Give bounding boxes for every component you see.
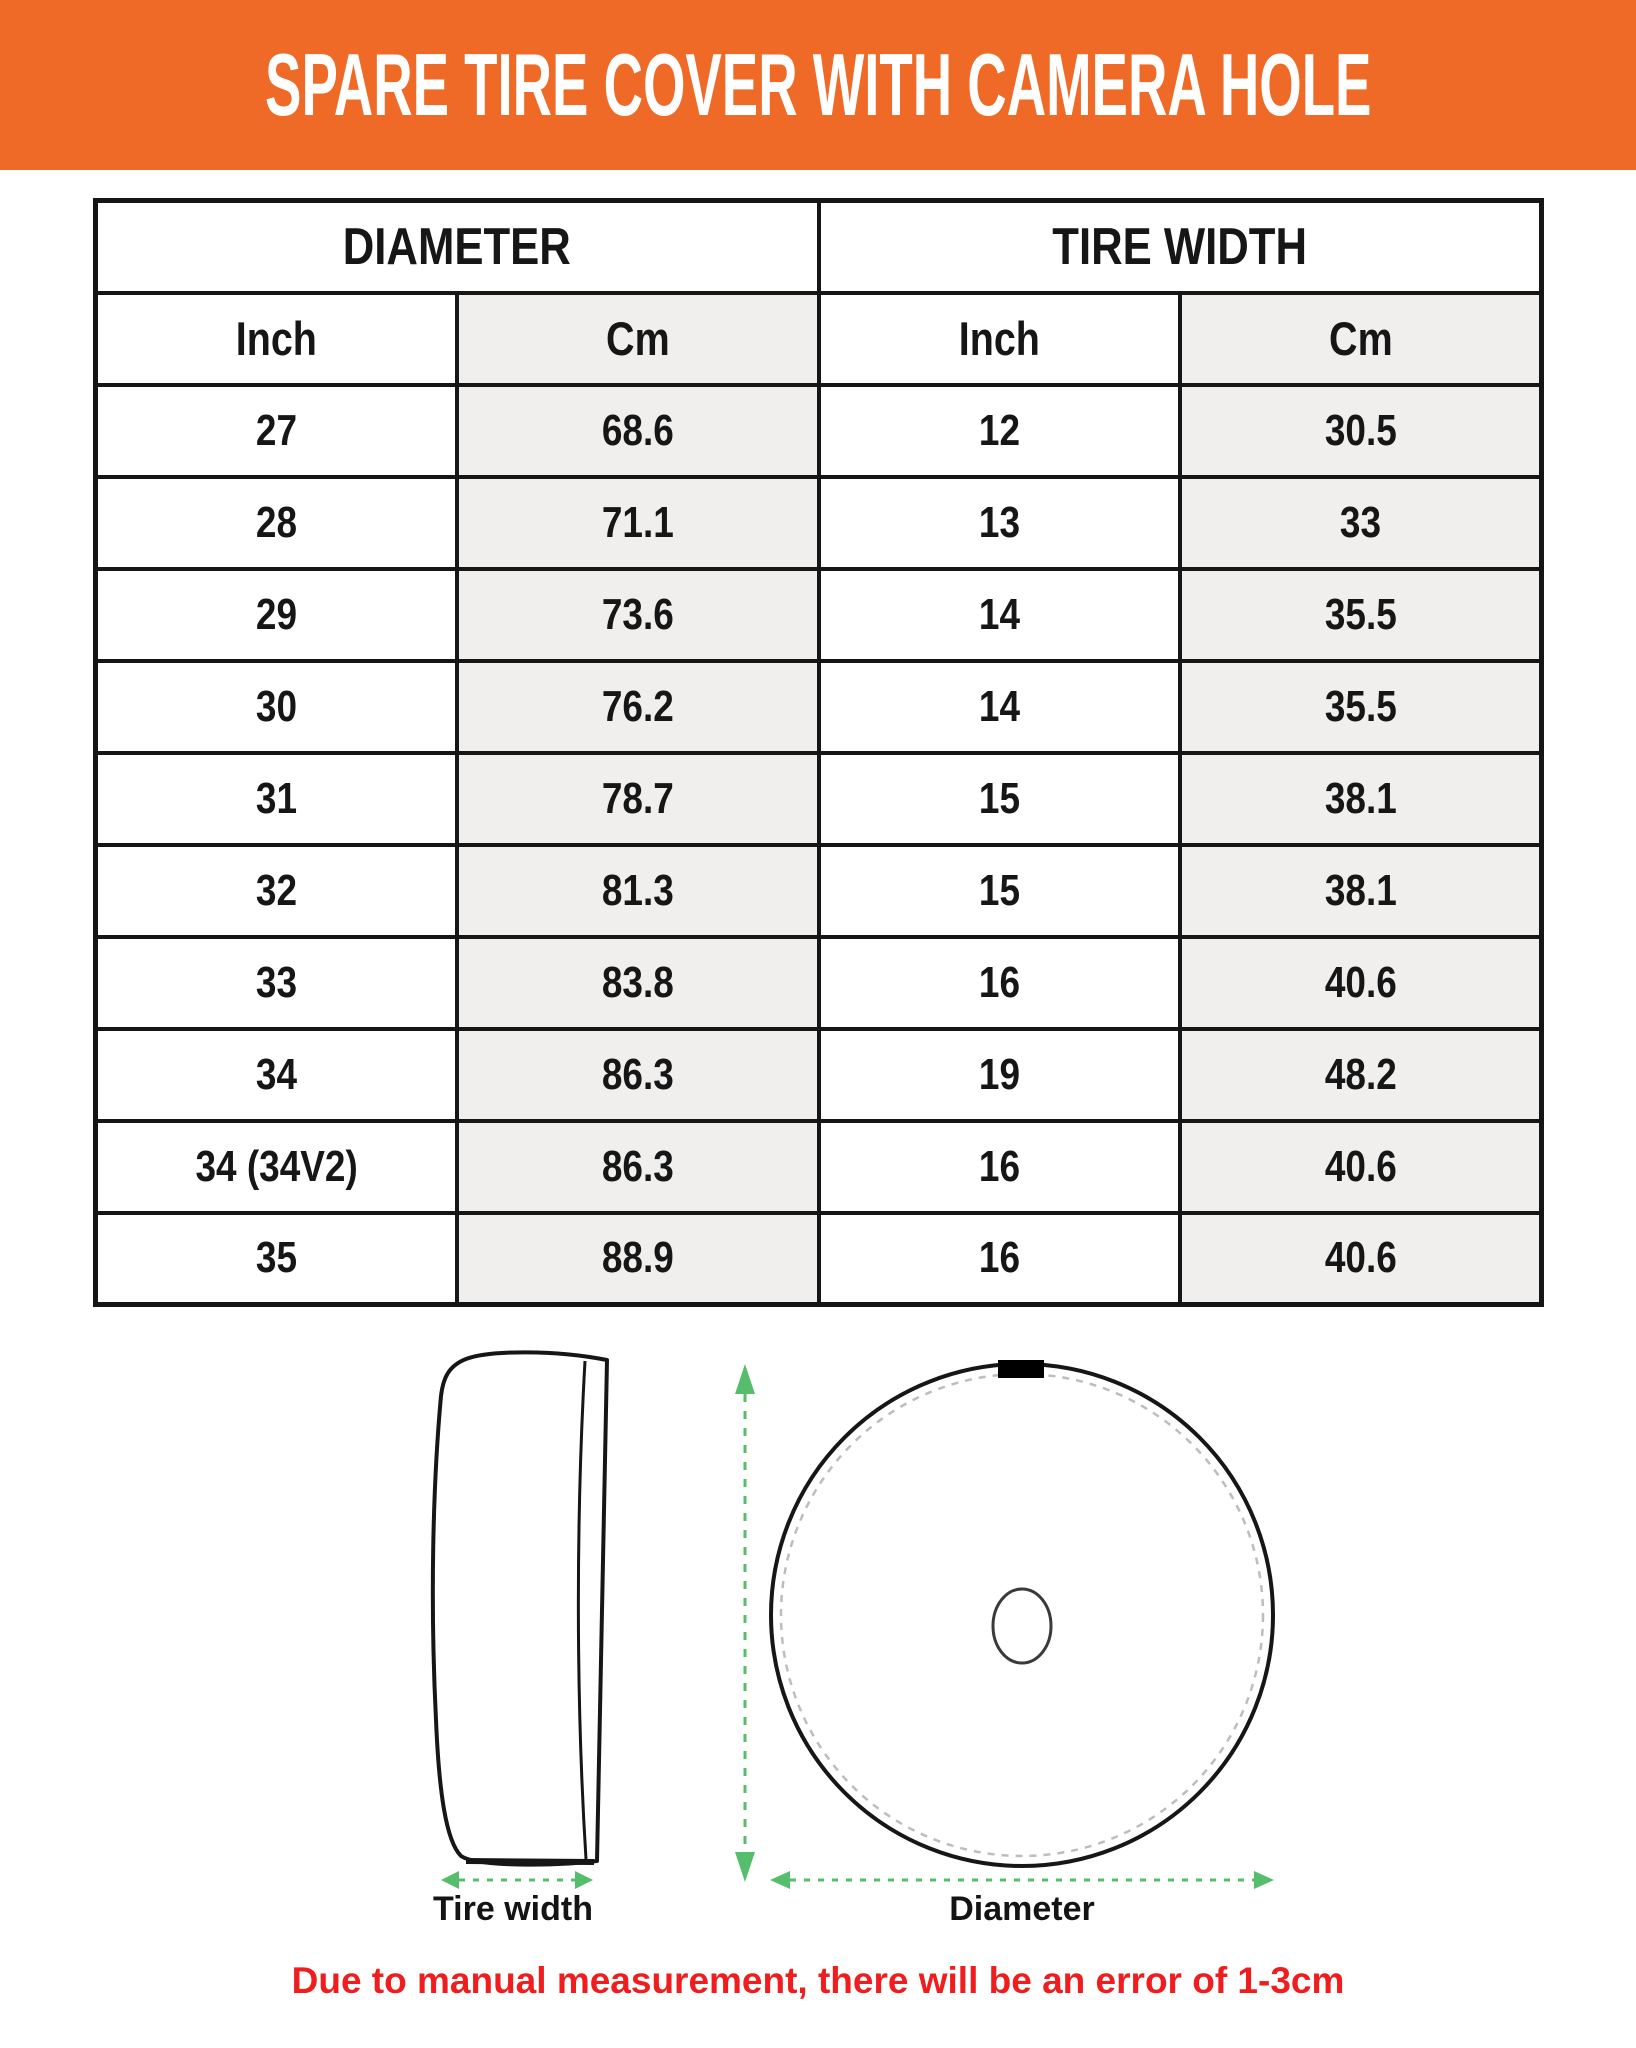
cell-inch bbox=[96, 385, 458, 477]
cell-inch bbox=[96, 569, 458, 661]
cell-value: 35.5 bbox=[1324, 589, 1397, 639]
table-row bbox=[96, 661, 1542, 753]
cell-value: 12 bbox=[978, 405, 1020, 455]
table-row bbox=[96, 569, 1542, 661]
cell-value: 73.6 bbox=[601, 589, 674, 639]
cell-value: 33 bbox=[255, 957, 298, 1007]
column-header-inch-2 bbox=[819, 293, 1181, 385]
cell-value: 48.2 bbox=[1324, 1049, 1397, 1099]
strap-tab bbox=[998, 1360, 1044, 1378]
column-header-cm-2 bbox=[1180, 293, 1542, 385]
cell-cm bbox=[1180, 1213, 1542, 1305]
group-header-row bbox=[96, 201, 1542, 293]
measurement-diagram bbox=[0, 1300, 1636, 2048]
cell-value: 31 bbox=[255, 773, 298, 823]
cell-inch bbox=[819, 477, 1181, 569]
cell-cm bbox=[457, 477, 819, 569]
cell-cm bbox=[1180, 385, 1542, 477]
cell-inch bbox=[96, 477, 458, 569]
table-row bbox=[96, 1213, 1542, 1305]
cell-cm bbox=[457, 661, 819, 753]
cell-value: 14 bbox=[978, 681, 1020, 731]
cell-inch bbox=[819, 1213, 1181, 1305]
group-header-tire-width bbox=[819, 201, 1542, 293]
table-row bbox=[96, 477, 1542, 569]
table-row bbox=[96, 1029, 1542, 1121]
cell-inch bbox=[96, 1213, 458, 1305]
page-title: SPARE TIRE COVER WITH CAMERA HOLE bbox=[264, 35, 1372, 134]
cell-cm bbox=[1180, 477, 1542, 569]
cell-inch bbox=[819, 1029, 1181, 1121]
cell-inch bbox=[96, 1121, 458, 1213]
cell-value: 38.1 bbox=[1324, 865, 1397, 915]
cell-cm bbox=[1180, 845, 1542, 937]
cell-value: 71.1 bbox=[601, 497, 674, 547]
cell-cm bbox=[457, 845, 819, 937]
cell-value: 40.6 bbox=[1324, 1141, 1397, 1191]
cell-inch bbox=[96, 661, 458, 753]
cell-value: 35.5 bbox=[1324, 681, 1397, 731]
cell-inch bbox=[819, 845, 1181, 937]
column-header-label: Cm bbox=[1328, 312, 1393, 365]
cell-value: 29 bbox=[255, 589, 298, 639]
cell-cm bbox=[1180, 753, 1542, 845]
cell-cm bbox=[1180, 1121, 1542, 1213]
cell-value: 78.7 bbox=[601, 773, 674, 823]
size-chart-table bbox=[93, 198, 1544, 1307]
tire-width-label: Tire width bbox=[433, 1890, 593, 1928]
cell-value: 40.6 bbox=[1324, 957, 1397, 1007]
column-header-label: Inch bbox=[958, 312, 1040, 365]
cell-cm bbox=[457, 937, 819, 1029]
cell-value: 30.5 bbox=[1324, 405, 1397, 455]
cell-cm bbox=[1180, 569, 1542, 661]
cell-value: 33 bbox=[1339, 497, 1382, 547]
column-header-row bbox=[96, 293, 1542, 385]
cell-inch bbox=[819, 1121, 1181, 1213]
column-header-inch-1 bbox=[96, 293, 458, 385]
cell-value: 13 bbox=[978, 497, 1020, 547]
cell-value: 40.6 bbox=[1324, 1233, 1397, 1283]
cell-value: 27 bbox=[255, 405, 298, 455]
table-row bbox=[96, 1121, 1542, 1213]
cell-cm bbox=[1180, 937, 1542, 1029]
cell-cm bbox=[457, 1029, 819, 1121]
column-header-label: Cm bbox=[605, 312, 670, 365]
cell-value: 30 bbox=[255, 681, 298, 731]
cell-value: 32 bbox=[255, 865, 298, 915]
cell-value: 28 bbox=[255, 497, 298, 547]
cell-value: 83.8 bbox=[601, 957, 674, 1007]
cell-value: 15 bbox=[978, 773, 1020, 823]
cell-value: 86.3 bbox=[601, 1141, 674, 1191]
cell-value: 81.3 bbox=[601, 865, 674, 915]
camera-hole bbox=[993, 1589, 1051, 1663]
cell-value: 35 bbox=[255, 1233, 298, 1283]
vertical-diameter-arrow bbox=[735, 1364, 755, 1882]
cell-value: 76.2 bbox=[601, 681, 674, 731]
cell-value: 16 bbox=[978, 1141, 1020, 1191]
cell-cm bbox=[457, 1121, 819, 1213]
cell-value: 14 bbox=[978, 589, 1020, 639]
cell-cm bbox=[457, 753, 819, 845]
diameter-arrow bbox=[770, 1871, 1274, 1889]
table-row bbox=[96, 845, 1542, 937]
group-header-diameter-label: DIAMETER bbox=[343, 217, 572, 276]
cell-value: 34 (34V2) bbox=[195, 1141, 358, 1191]
cell-cm bbox=[457, 569, 819, 661]
cell-value: 68.6 bbox=[601, 405, 674, 455]
tire-width-arrow bbox=[441, 1871, 593, 1889]
cell-inch bbox=[96, 753, 458, 845]
cell-inch bbox=[819, 753, 1181, 845]
cell-inch bbox=[819, 385, 1181, 477]
tire-front-view bbox=[771, 1360, 1273, 1866]
table-row bbox=[96, 937, 1542, 1029]
cell-inch bbox=[96, 845, 458, 937]
tire-side-view bbox=[433, 1352, 607, 1864]
cell-value: 38.1 bbox=[1324, 773, 1397, 823]
group-header-tire-width-label: TIRE WIDTH bbox=[1052, 217, 1308, 276]
table-body bbox=[96, 385, 1542, 1305]
cell-value: 34 bbox=[255, 1049, 298, 1099]
group-header-diameter bbox=[96, 201, 819, 293]
column-header-label: Inch bbox=[235, 312, 318, 365]
cell-inch bbox=[819, 937, 1181, 1029]
measurement-error-note: Due to manual measurement, there will be an error of 1-3cm bbox=[291, 1960, 1345, 2001]
cell-inch bbox=[96, 1029, 458, 1121]
measurement-diagram-graphic bbox=[0, 1300, 1636, 2048]
cell-cm bbox=[457, 385, 819, 477]
cell-cm bbox=[1180, 1029, 1542, 1121]
cell-value: 19 bbox=[978, 1049, 1020, 1099]
cell-value: 86.3 bbox=[601, 1049, 674, 1099]
cell-cm bbox=[457, 1213, 819, 1305]
column-header-cm-1 bbox=[457, 293, 819, 385]
cell-cm bbox=[1180, 661, 1542, 753]
header-banner bbox=[0, 0, 1636, 170]
diameter-label: Diameter bbox=[949, 1890, 1095, 1928]
cell-inch bbox=[819, 569, 1181, 661]
cell-value: 88.9 bbox=[601, 1233, 674, 1283]
cell-inch bbox=[819, 661, 1181, 753]
cell-value: 15 bbox=[978, 865, 1020, 915]
cell-value: 16 bbox=[978, 957, 1020, 1007]
cell-inch bbox=[96, 937, 458, 1029]
table-row bbox=[96, 753, 1542, 845]
cell-value: 16 bbox=[978, 1233, 1020, 1283]
table-row bbox=[96, 385, 1542, 477]
